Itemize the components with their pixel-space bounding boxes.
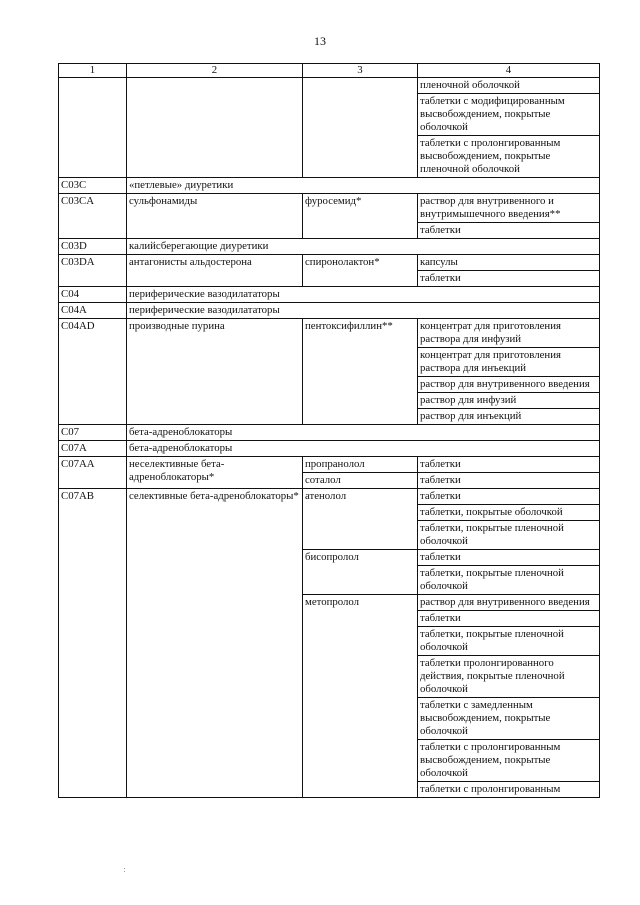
form-cell: таблетки, покрытые оболочкой bbox=[418, 505, 600, 521]
form-cell: таблетки с пролонгированным bbox=[418, 782, 600, 798]
code-cell bbox=[59, 78, 127, 178]
table-row bbox=[59, 425, 600, 441]
drug-cell: фуросемид* bbox=[303, 194, 418, 239]
header-cell-1: 1 bbox=[59, 64, 127, 78]
form-cell: таблетки bbox=[418, 550, 600, 566]
table-row bbox=[59, 457, 600, 473]
drug-cell: атенолол bbox=[303, 489, 418, 550]
table-row bbox=[59, 239, 600, 255]
code-cell: C03C bbox=[59, 178, 127, 194]
group-cell: калийсберегающие диуретики bbox=[127, 239, 600, 255]
code-cell: C03D bbox=[59, 239, 127, 255]
form-cell: таблетки bbox=[418, 223, 600, 239]
code-cell: C04 bbox=[59, 287, 127, 303]
group-cell: бета-адреноблокаторы bbox=[127, 441, 600, 457]
form-cell: таблетки с пролонгированным высвобождением, покрытые пленочной оболочкой bbox=[418, 136, 600, 178]
form-cell: таблетки, покрытые пленочной оболочкой bbox=[418, 521, 600, 550]
group-cell: сульфонамиды bbox=[127, 194, 303, 239]
header-row bbox=[59, 64, 600, 78]
form-cell: таблетки, покрытые пленочной оболочкой bbox=[418, 566, 600, 595]
drug-cell bbox=[303, 78, 418, 178]
form-cell: пленочной оболочкой bbox=[418, 78, 600, 94]
form-cell: раствор для инъекций bbox=[418, 409, 600, 425]
form-cell: таблетки с пролонгированным высвобождением, покрытые оболочкой bbox=[418, 740, 600, 782]
code-cell: C04A bbox=[59, 303, 127, 319]
header-cell-4: 4 bbox=[418, 64, 600, 78]
table-row bbox=[59, 194, 600, 223]
code-cell: C07A bbox=[59, 441, 127, 457]
group-cell: периферические вазодилататоры bbox=[127, 303, 600, 319]
table-row bbox=[59, 489, 600, 505]
header-cell-3: 3 bbox=[303, 64, 418, 78]
group-cell: неселективные бета-адреноблокаторы* bbox=[127, 457, 303, 489]
drug-cell: пропранолол bbox=[303, 457, 418, 473]
form-cell: таблетки, покрытые пленочной оболочкой bbox=[418, 627, 600, 656]
drug-cell: метопролол bbox=[303, 595, 418, 798]
table-row bbox=[59, 319, 600, 348]
table-row bbox=[59, 255, 600, 271]
table-row bbox=[59, 178, 600, 194]
group-cell: «петлевые» диуретики bbox=[127, 178, 600, 194]
form-cell: таблетки bbox=[418, 473, 600, 489]
group-cell bbox=[127, 78, 303, 178]
drug-cell: пентоксифиллин** bbox=[303, 319, 418, 425]
table-row bbox=[59, 78, 600, 94]
medicines-table bbox=[58, 63, 600, 798]
form-cell: таблетки bbox=[418, 489, 600, 505]
table-row bbox=[59, 303, 600, 319]
form-cell: раствор для внутривенного введения bbox=[418, 595, 600, 611]
form-cell: раствор для инфузий bbox=[418, 393, 600, 409]
table-row bbox=[59, 287, 600, 303]
group-cell: производные пурина bbox=[127, 319, 303, 425]
form-cell: таблетки bbox=[418, 611, 600, 627]
code-cell: C04AD bbox=[59, 319, 127, 425]
group-cell: антагонисты альдостерона bbox=[127, 255, 303, 287]
drug-cell: соталол bbox=[303, 473, 418, 489]
code-cell: C03DA bbox=[59, 255, 127, 287]
code-cell: C07 bbox=[59, 425, 127, 441]
form-cell: концентрат для приготовления раствора для инъекций bbox=[418, 348, 600, 377]
header-cell-2: 2 bbox=[127, 64, 303, 78]
drug-cell: бисопролол bbox=[303, 550, 418, 595]
form-cell: таблетки пролонгированного действия, покрытые пленочной оболочкой bbox=[418, 656, 600, 698]
form-cell: раствор для внутривенного и внутримышечного введения** bbox=[418, 194, 600, 223]
form-cell: таблетки bbox=[418, 457, 600, 473]
group-cell: бета-адреноблокаторы bbox=[127, 425, 600, 441]
medicines-table-container bbox=[58, 63, 599, 798]
form-cell: раствор для внутривенного введения bbox=[418, 377, 600, 393]
form-cell: капсулы bbox=[418, 255, 600, 271]
code-cell: C03CA bbox=[59, 194, 127, 239]
table-row bbox=[59, 441, 600, 457]
group-cell: периферические вазодилататоры bbox=[127, 287, 600, 303]
form-cell: концентрат для приготовления раствора для инфузий bbox=[418, 319, 600, 348]
form-cell: таблетки с модифицированным высвобождением, покрытые оболочкой bbox=[418, 94, 600, 136]
form-cell: таблетки bbox=[418, 271, 600, 287]
code-cell: C07AB bbox=[59, 489, 127, 798]
group-cell: селективные бета-адреноблокаторы* bbox=[127, 489, 303, 798]
drug-cell: спиронолактон* bbox=[303, 255, 418, 287]
code-cell: C07AA bbox=[59, 457, 127, 489]
page-number: 13 bbox=[314, 34, 326, 48]
scan-speck bbox=[124, 868, 128, 872]
form-cell: таблетки с замедленным высвобождением, покрытые оболочкой bbox=[418, 698, 600, 740]
